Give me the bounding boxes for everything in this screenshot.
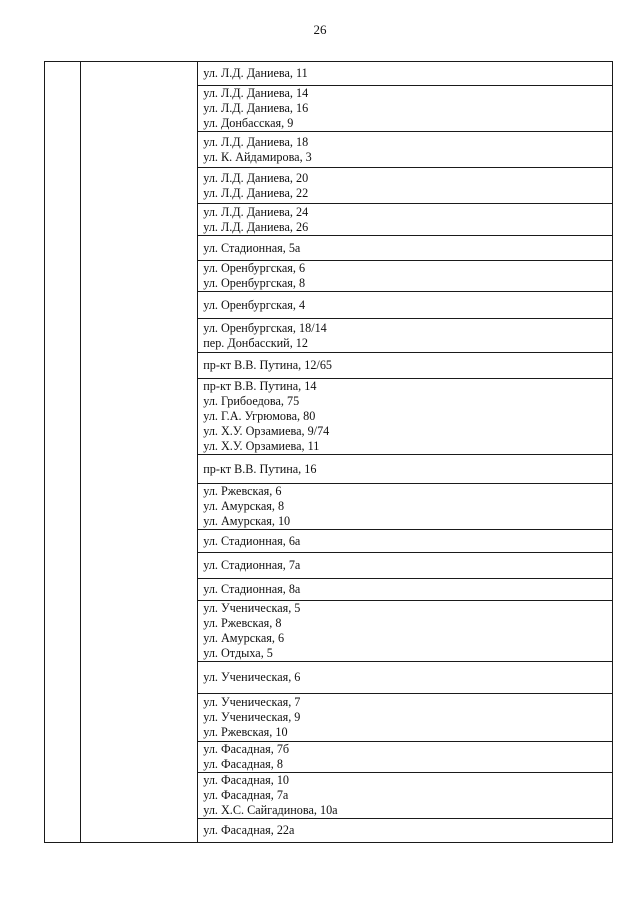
address-line: ул. Ученическая, 7 (203, 695, 301, 709)
address-cell (198, 819, 613, 843)
address-line: ул. Амурская, 10 (203, 514, 291, 528)
address-line: ул. Оренбургская, 8 (203, 276, 306, 290)
address-line: ул. Х.У. Орзамиева, 9/74 (203, 424, 330, 438)
address-line: пр-кт В.В. Путина, 14 (203, 379, 317, 393)
address-cell (198, 455, 613, 484)
address-line: ул. Стадионная, 5а (203, 240, 301, 255)
address-line: ул. Л.Д. Даниева, 20 (203, 170, 309, 185)
address-line: ул. Л.Д. Даниева, 26 (203, 219, 309, 234)
address-cell (198, 236, 613, 261)
address-line: ул. Л.Д. Даниева, 16 (203, 101, 309, 115)
address-cell (198, 553, 613, 579)
address-line: ул. Фасадная, 7а (203, 788, 289, 802)
address-cell (198, 319, 613, 353)
address-cell (198, 292, 613, 319)
address-cell (198, 204, 613, 236)
address-line: ул. Фасадная, 22а (203, 823, 295, 837)
address-line: ул. Ржевская, 6 (203, 484, 282, 498)
address-cell (198, 601, 613, 662)
address-line: ул. Ржевская, 8 (203, 616, 282, 630)
address-cell (198, 261, 613, 292)
address-cell (198, 168, 613, 204)
address-cell (198, 379, 613, 455)
address-cell (198, 773, 613, 819)
address-line: ул. Оренбургская, 6 (203, 261, 306, 275)
address-line: ул. Ученическая, 5 (203, 601, 301, 615)
address-cell (198, 694, 613, 742)
address-cell (198, 742, 613, 773)
address-line: ул. К. Айдамирова, 3 (203, 149, 312, 164)
address-line: ул. Ученическая, 9 (203, 710, 301, 724)
page-number: 26 (313, 22, 327, 37)
address-line: ул. Стадионная, 8а (203, 582, 301, 596)
address-line: ул. Оренбургская, 18/14 (203, 320, 327, 335)
address-cell (198, 530, 613, 553)
address-line: ул. Грибоедова, 75 (203, 394, 300, 408)
address-line: ул. Оренбургская, 4 (203, 297, 306, 312)
address-line: ул. Ученическая, 6 (203, 670, 301, 684)
address-line: ул. Л.Д. Даниева, 11 (203, 66, 308, 80)
address-line: ул. Л.Д. Даниева, 14 (203, 86, 309, 100)
address-cell (198, 579, 613, 601)
address-line: ул. Донбасская, 9 (203, 116, 294, 130)
address-line: ул. Ржевская, 10 (203, 725, 288, 739)
address-line: пр-кт В.В. Путина, 12/65 (203, 358, 333, 372)
address-cell (198, 662, 613, 694)
address-line: ул. Стадионная, 6а (203, 533, 301, 548)
address-cell (198, 353, 613, 379)
number-column-cell (45, 62, 81, 843)
address-table (44, 61, 613, 843)
address-table-body (45, 62, 613, 843)
address-line: ул. Г.А. Угрюмова, 80 (203, 409, 316, 423)
address-cell (198, 62, 613, 86)
address-line: ул. Отдыха, 5 (203, 646, 273, 660)
address-line: ул. Фасадная, 8 (203, 757, 283, 771)
address-line: ул. Х.У. Орзамиева, 11 (203, 439, 320, 453)
address-line: ул. Амурская, 6 (203, 631, 285, 645)
address-line: ул. Л.Д. Даниева, 18 (203, 134, 309, 149)
address-line: пр-кт В.В. Путина, 16 (203, 461, 317, 476)
address-line: ул. Фасадная, 10 (203, 773, 290, 787)
address-line: ул. Л.Д. Даниева, 24 (203, 204, 309, 219)
address-line: ул. Стадионная, 7а (203, 558, 301, 572)
table-row (45, 62, 613, 86)
address-cell (198, 86, 613, 132)
address-line: ул. Фасадная, 7б (203, 742, 290, 756)
address-line: ул. Л.Д. Даниева, 22 (203, 185, 309, 200)
address-cell (198, 484, 613, 530)
address-line: пер. Донбасский, 12 (203, 335, 308, 350)
address-line: ул. Х.С. Сайгадинова, 10а (203, 803, 338, 817)
district-column-cell (81, 62, 198, 843)
address-line: ул. Амурская, 8 (203, 499, 285, 513)
address-cell (198, 132, 613, 168)
